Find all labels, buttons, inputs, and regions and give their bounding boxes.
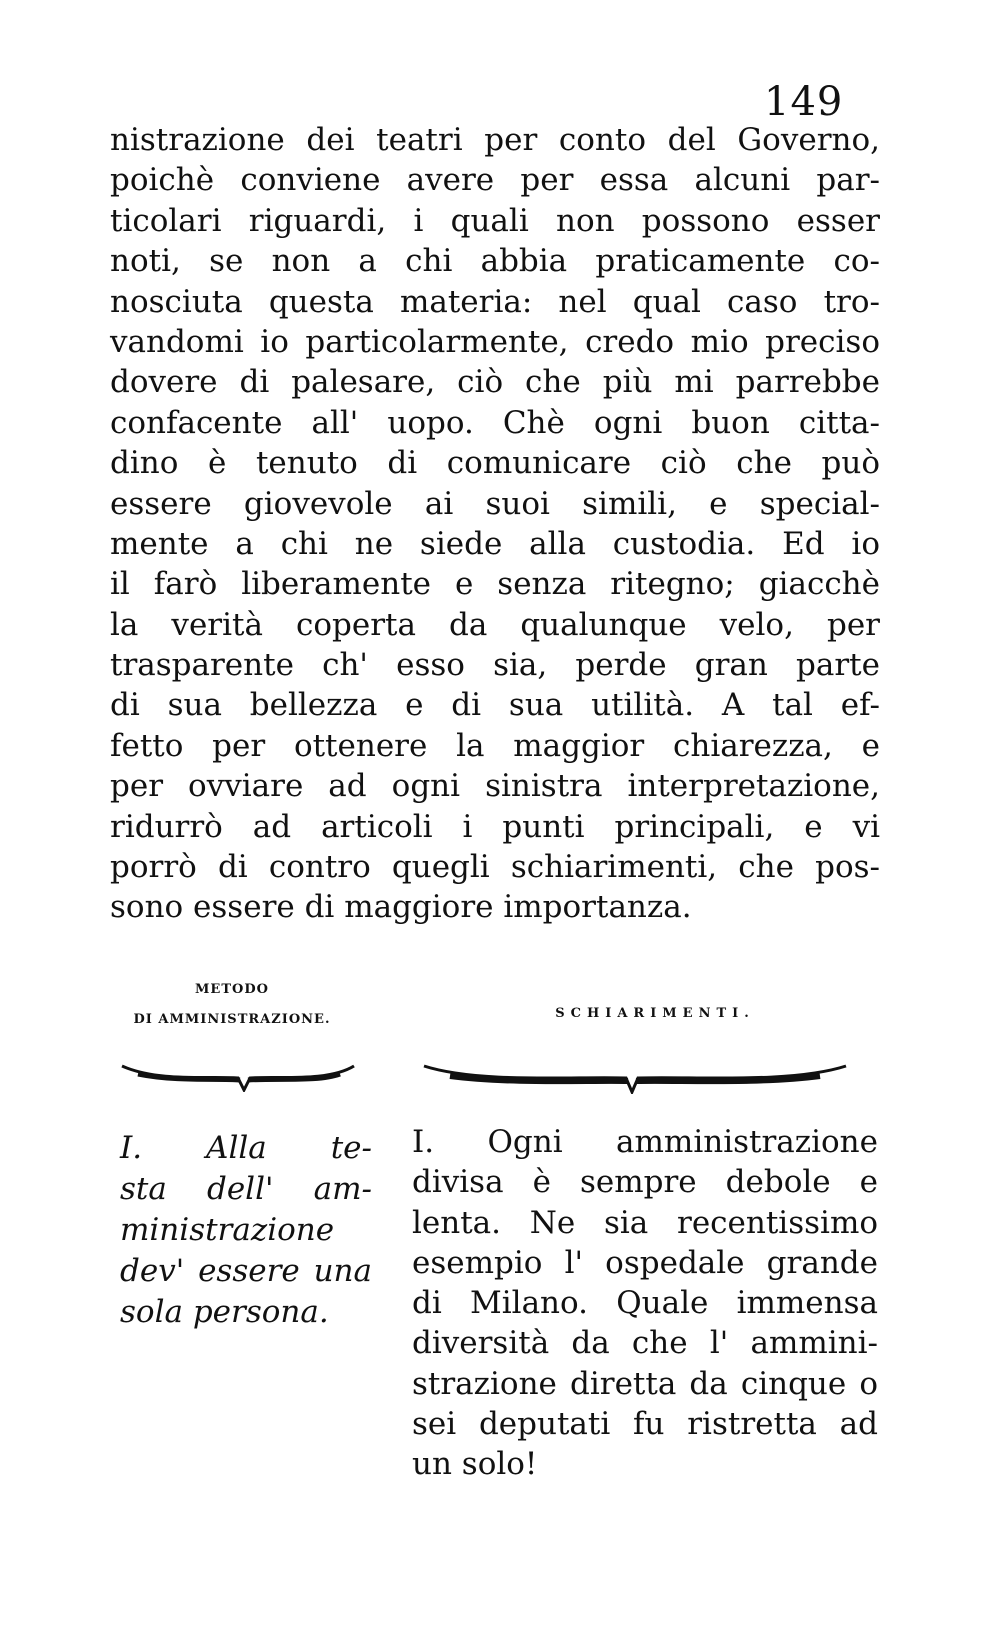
column-heading-right: SCHIARIMENTI.: [555, 1006, 755, 1021]
side-note: [120, 1128, 372, 1333]
text-line: ridurrò ad articoli i punti principali, e vi: [110, 808, 880, 845]
explanation-paragraph: [412, 1122, 878, 1485]
explanation-line: sei deputati fu ristretta ad: [412, 1406, 878, 1443]
text-line: sono essere di maggiore importanza.: [110, 889, 692, 926]
side-note-line: sta dell' am-: [120, 1171, 372, 1207]
explanation-line: diversità da che l' ammini-: [412, 1325, 878, 1362]
explanation-line: lenta. Ne sia recentissimo: [412, 1204, 878, 1241]
text-line: nosciuta questa materia: nel qual caso tro-: [110, 283, 880, 320]
explanation-line: un solo!: [412, 1446, 538, 1483]
page-number: 149: [764, 79, 844, 125]
explanation-line: I. Ogni amministrazione: [412, 1124, 878, 1160]
text-line: dovere di palesare, ciò che più mi parrebbe: [110, 364, 880, 401]
explanation-line: di Milano. Quale immensa: [412, 1285, 878, 1322]
right-brace-ornament: [420, 1060, 850, 1094]
explanation-line: esempio l' ospedale grande: [412, 1244, 878, 1281]
column-heading-left-line1: METODO: [195, 982, 269, 997]
text-line: essere giovevole ai suoi simili, e special-: [110, 485, 880, 522]
text-line: mente a chi ne siede alla custodia. Ed io: [110, 525, 880, 562]
explanation-line: divisa è sempre debole e: [412, 1164, 878, 1201]
text-line: dino è tenuto di comunicare ciò che può: [110, 445, 880, 482]
side-note-line: I. Alla te-: [120, 1130, 372, 1166]
side-note-line: dev' essere una: [120, 1253, 372, 1289]
text-line: porrò di contro quegli schiarimenti, che pos-: [110, 849, 880, 886]
text-line: fetto per ottenere la maggior chiarezza, e: [110, 727, 880, 764]
text-line: nistrazione dei teatri per conto del Governo,: [110, 122, 880, 158]
main-paragraph: [110, 120, 880, 928]
explanation-line: strazione diretta da cinque o: [412, 1365, 878, 1402]
text-line: trasparente ch' esso sia, perde gran parte: [110, 647, 880, 684]
side-note-line: sola persona.: [120, 1294, 329, 1330]
text-line: ticolari riguardi, i quali non possono esser: [110, 202, 880, 239]
text-line: il farò liberamente e senza ritegno; giacchè: [110, 566, 880, 603]
column-heading-left-line2: DI AMMINISTRAZIONE.: [133, 1012, 331, 1027]
text-line: vandomi io particolarmente, credo mio preciso: [110, 323, 880, 360]
text-line: la verità coperta da qualunque velo, per: [110, 606, 880, 643]
text-line: confacente all' uopo. Chè ogni buon citta-: [110, 404, 880, 441]
column-heading-left: [112, 975, 352, 1035]
text-line: per ovviare ad ogni sinistra interpretazione,: [110, 768, 880, 805]
side-note-line: ministrazione: [120, 1212, 335, 1248]
text-line: noti, se non a chi abbia praticamente co-: [110, 243, 880, 280]
left-brace-ornament: [118, 1060, 358, 1092]
text-line: di sua bellezza e di sua utilità. A tal ef-: [110, 687, 880, 724]
text-line: poichè conviene avere per essa alcuni par-: [110, 162, 880, 199]
